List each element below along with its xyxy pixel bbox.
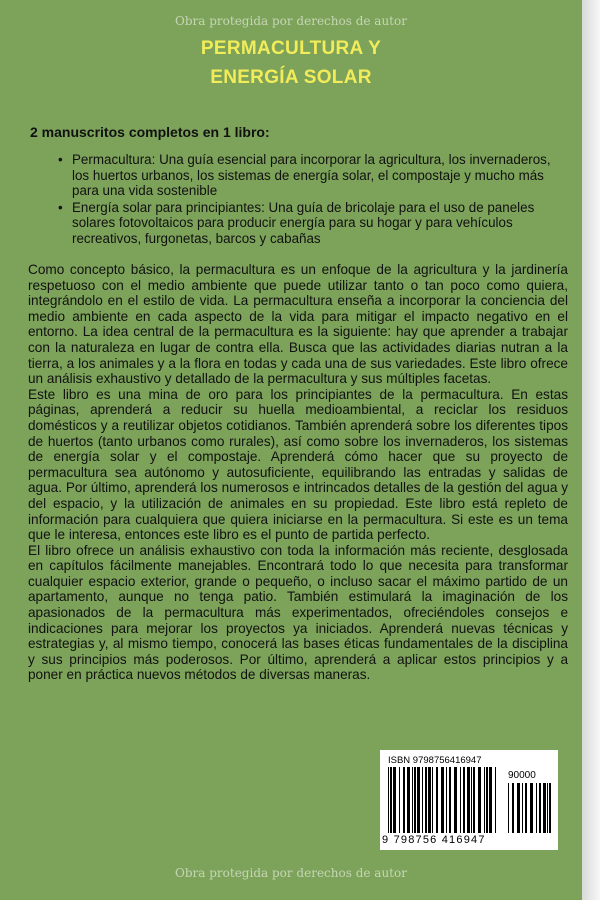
list-item: • Energía solar para principiantes: Una guía de bricolaje para el uso de paneles solares fotovoltaicos para producir energía para su hogar y para vehículos recreativos, furgonetas, barcos y cabañas (58, 200, 558, 247)
paragraph: Como concepto básico, la permacultura es un enfoque de la agricultura y la jardinería respetuoso con el medio ambiente que puede utilizar tanto o tan poco como quiera, integrándolo en el estilo de vida. La permacultura enseña a incorporar la conciencia del medio ambiente en cada aspecto de la vida para mitigar el impacto negativo en el entorno. La idea central de la permacultura es la siguiente: hay que aprender a trabajar con la naturaleza en lugar de contra ella. Busca que las actividades diarias nutran a la tierra, a los animales y a la flora en todas y cada una de sus variedades. Este libro ofrece un análisis exhaustivo y detallado de la permacultura y sus múltiples facetas. (28, 262, 568, 387)
paragraph: El libro ofrece un análisis exhaustivo con toda la información más reciente, desglosada en capítulos fácilmente manejables. Encontrará todo lo que necesita para transformar cualquier espacio exterior, grande o pequeño, o incluso sacar el máximo partido de un apartamento, aunque no tenga patio. También estimulará la imaginación de los apasionados de la permacultura más experimentados, ofreciéndoles consejos e indicaciones para mejorar los proyectos ya iniciados. Aprenderá nuevas técnicas y estrategias y, al mismo tiempo, conocerá las bases éticas fundamentales de la disciplina y sus principios más poderosos. Por último, aprenderá a aplicar estos principios y a poner en práctica nuevos métodos de diversas maneras. (28, 542, 568, 683)
list-item: • Permacultura: Una guía esencial para incorporar la agricultura, los invernaderos, los huertos urbanos, los sistemas de energía solar, el compostaje y mucho más para una vida sostenible (58, 152, 558, 199)
isbn-label: ISBN 9798756416947 (388, 755, 482, 766)
title-line-2: ENERGÍA SOLAR (210, 67, 372, 88)
price-code: 90000 (508, 770, 536, 781)
description (28, 262, 568, 683)
book-title (0, 34, 582, 92)
manuscript-list (58, 152, 558, 247)
paragraph: Este libro es una mina de oro para los principiantes de la permacultura. En estas páginas, aprenderá a reducir su huella medioambiental, a reciclar los residuos domésticos y a reutilizar objetos cotidianos. También aprenderá sobre los diferentes tipos de huertos (tanto urbanos como rurales), así como sobre los invernaderos, los sistemas de energía solar y el compostaje. Aprenderá cómo hacer que su proyecto de permacultura sea autónomo y autosuficiente, equilibrando las entradas y salidas de agua. Por último, aprenderá los numerosos e intrincados detalles de la gestión del agua y del espacio, y la utilización de animales en su propiedad. Este libro está repleto de información para cualquiera que quiera iniciarse en la permacultura. Si este es un tema que le interesa, entonces este libro es el punto de partida perfecto. (28, 386, 568, 543)
ean-digits: 9 798756 416947 (382, 834, 486, 846)
watermark-bottom: Obra protegida por derechos de autor (175, 866, 407, 880)
subtitle: 2 manuscritos completos en 1 libro: (30, 124, 270, 140)
barcode-box (380, 750, 558, 850)
title-line-1: PERMACULTURA Y (200, 38, 382, 59)
page-edge (582, 0, 600, 900)
price-barcode-image (508, 783, 552, 833)
barcode-image (388, 767, 500, 833)
watermark-top: Obra protegida por derechos de autor (175, 14, 407, 28)
